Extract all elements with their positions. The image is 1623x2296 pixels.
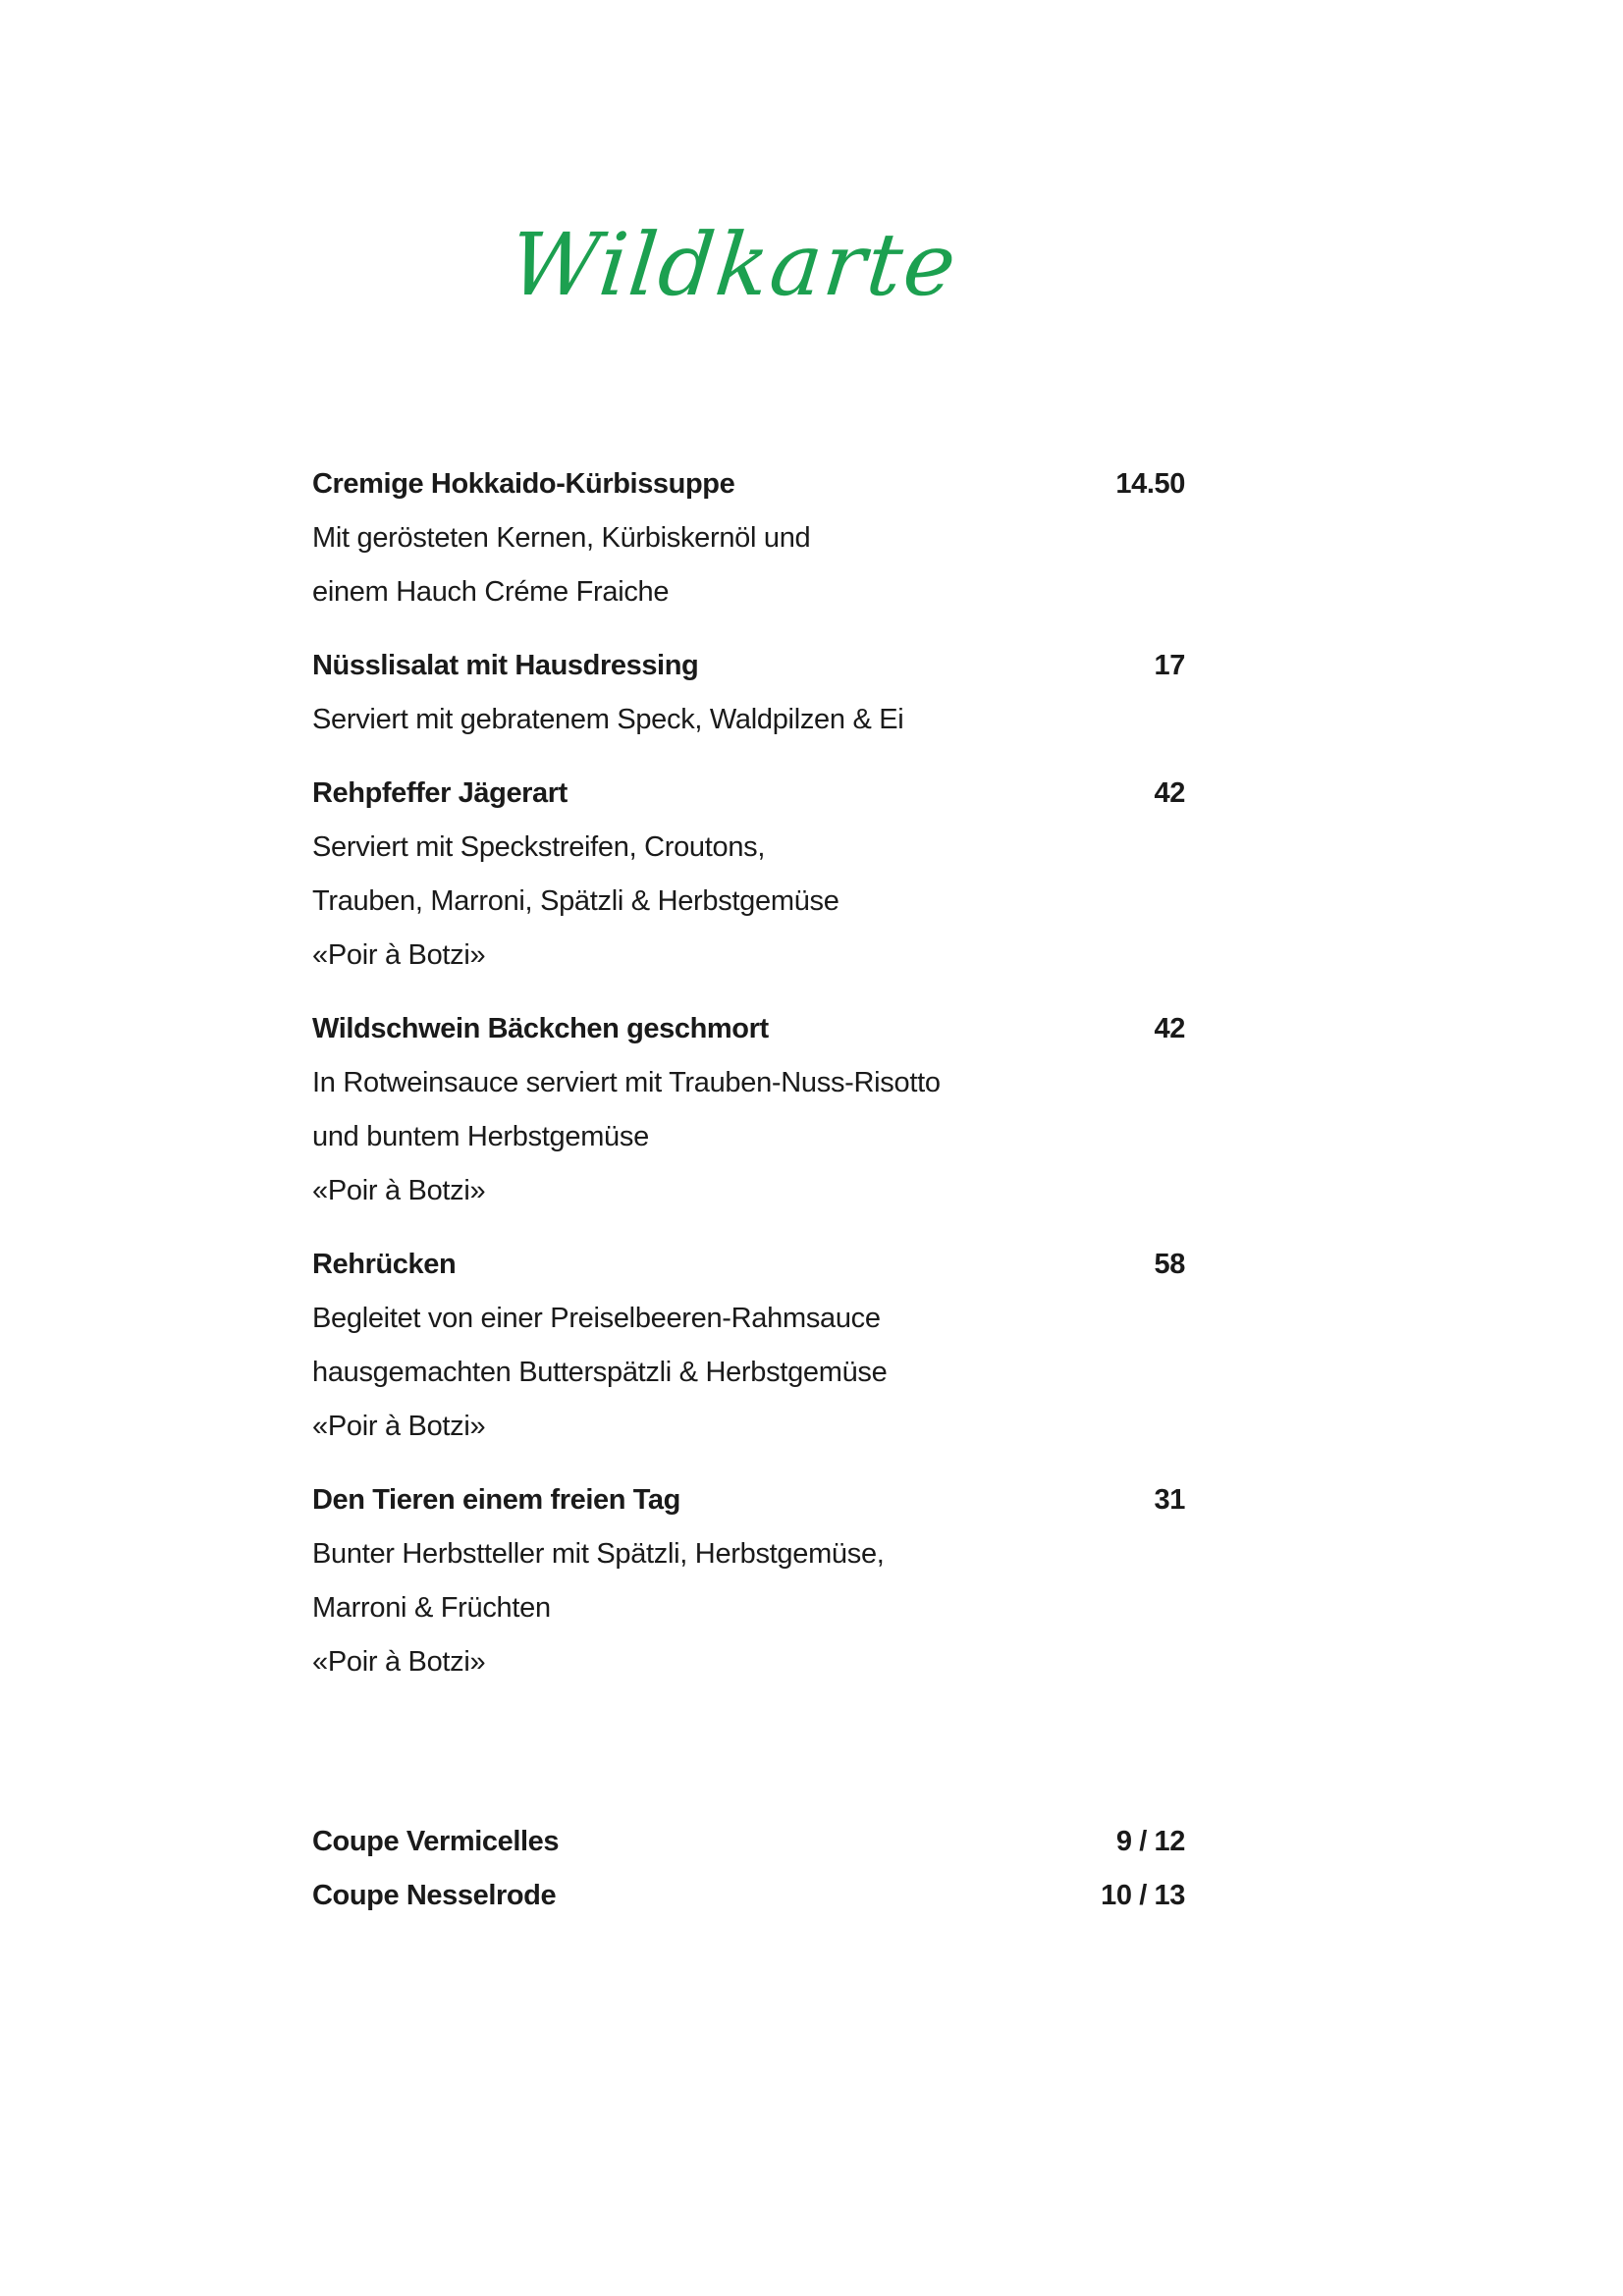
item-price: 17 — [1154, 650, 1185, 681]
item-description-line: Serviert mit Speckstreifen, Croutons, — [312, 831, 766, 863]
menu-item — [312, 1473, 1185, 1689]
item-name: Wildschwein Bäckchen geschmort — [312, 1013, 769, 1044]
item-price: 58 — [1154, 1249, 1185, 1280]
item-description-line: In Rotweinsauce serviert mit Trauben-Nuss-Risotto — [312, 1067, 941, 1098]
dessert-price: 9 / 12 — [1115, 1826, 1185, 1857]
item-description-line: Serviert mit gebratenem Speck, Waldpilzen & Ei — [312, 704, 904, 735]
item-description-line: hausgemachten Butterspätzli & Herbstgemüse — [312, 1357, 888, 1388]
dessert-item — [312, 1869, 1185, 1923]
desserts-section — [312, 1815, 1185, 1923]
item-header — [312, 457, 1185, 511]
item-price: 14.50 — [1115, 468, 1185, 500]
item-header — [312, 1473, 1185, 1527]
item-description-line: Marroni & Früchten — [312, 1592, 551, 1624]
item-description-line: einem Hauch Créme Fraiche — [312, 576, 670, 608]
item-name: Rehpfeffer Jägerart — [312, 777, 568, 809]
dessert-item — [312, 1815, 1185, 1869]
item-description-line: «Poir à Botzi» — [312, 939, 486, 971]
item-description-line: «Poir à Botzi» — [312, 1411, 486, 1442]
item-description-line: «Poir à Botzi» — [312, 1175, 486, 1206]
item-description-line: und buntem Herbstgemüse — [312, 1121, 649, 1152]
menu-item — [312, 767, 1185, 983]
item-name: Den Tieren einem freien Tag — [312, 1484, 680, 1516]
item-name: Cremige Hokkaido-Kürbissuppe — [312, 468, 735, 500]
item-price: 31 — [1154, 1484, 1185, 1516]
item-name: Nüsslisalat mit Hausdressing — [312, 650, 699, 681]
menu-title: Wildkarte — [505, 214, 963, 315]
item-description-line: Mit gerösteten Kernen, Kürbiskernöl und — [312, 522, 811, 554]
item-header — [312, 1002, 1185, 1056]
item-price: 42 — [1154, 1013, 1185, 1044]
dessert-name: Coupe Nesselrode — [312, 1880, 557, 1911]
item-name: Rehrücken — [312, 1249, 457, 1280]
item-header — [312, 1238, 1185, 1292]
menu-item — [312, 1002, 1185, 1218]
item-header — [312, 767, 1185, 821]
item-description-line: «Poir à Botzi» — [312, 1646, 486, 1678]
menu-list — [312, 457, 1185, 1923]
item-price: 42 — [1154, 777, 1185, 809]
item-description-line: Trauben, Marroni, Spätzli & Herbstgemüse — [312, 885, 839, 917]
dessert-name: Coupe Vermicelles — [312, 1826, 560, 1857]
menu-item — [312, 639, 1185, 747]
menu-item — [312, 457, 1185, 619]
item-description-line: Begleitet von einer Preiselbeeren-Rahmsauce — [312, 1303, 881, 1334]
item-header — [312, 639, 1185, 693]
item-description-line: Bunter Herbstteller mit Spätzli, Herbstgemüse, — [312, 1538, 885, 1570]
menu-item — [312, 1238, 1185, 1454]
dessert-price: 10 / 13 — [1101, 1880, 1185, 1911]
